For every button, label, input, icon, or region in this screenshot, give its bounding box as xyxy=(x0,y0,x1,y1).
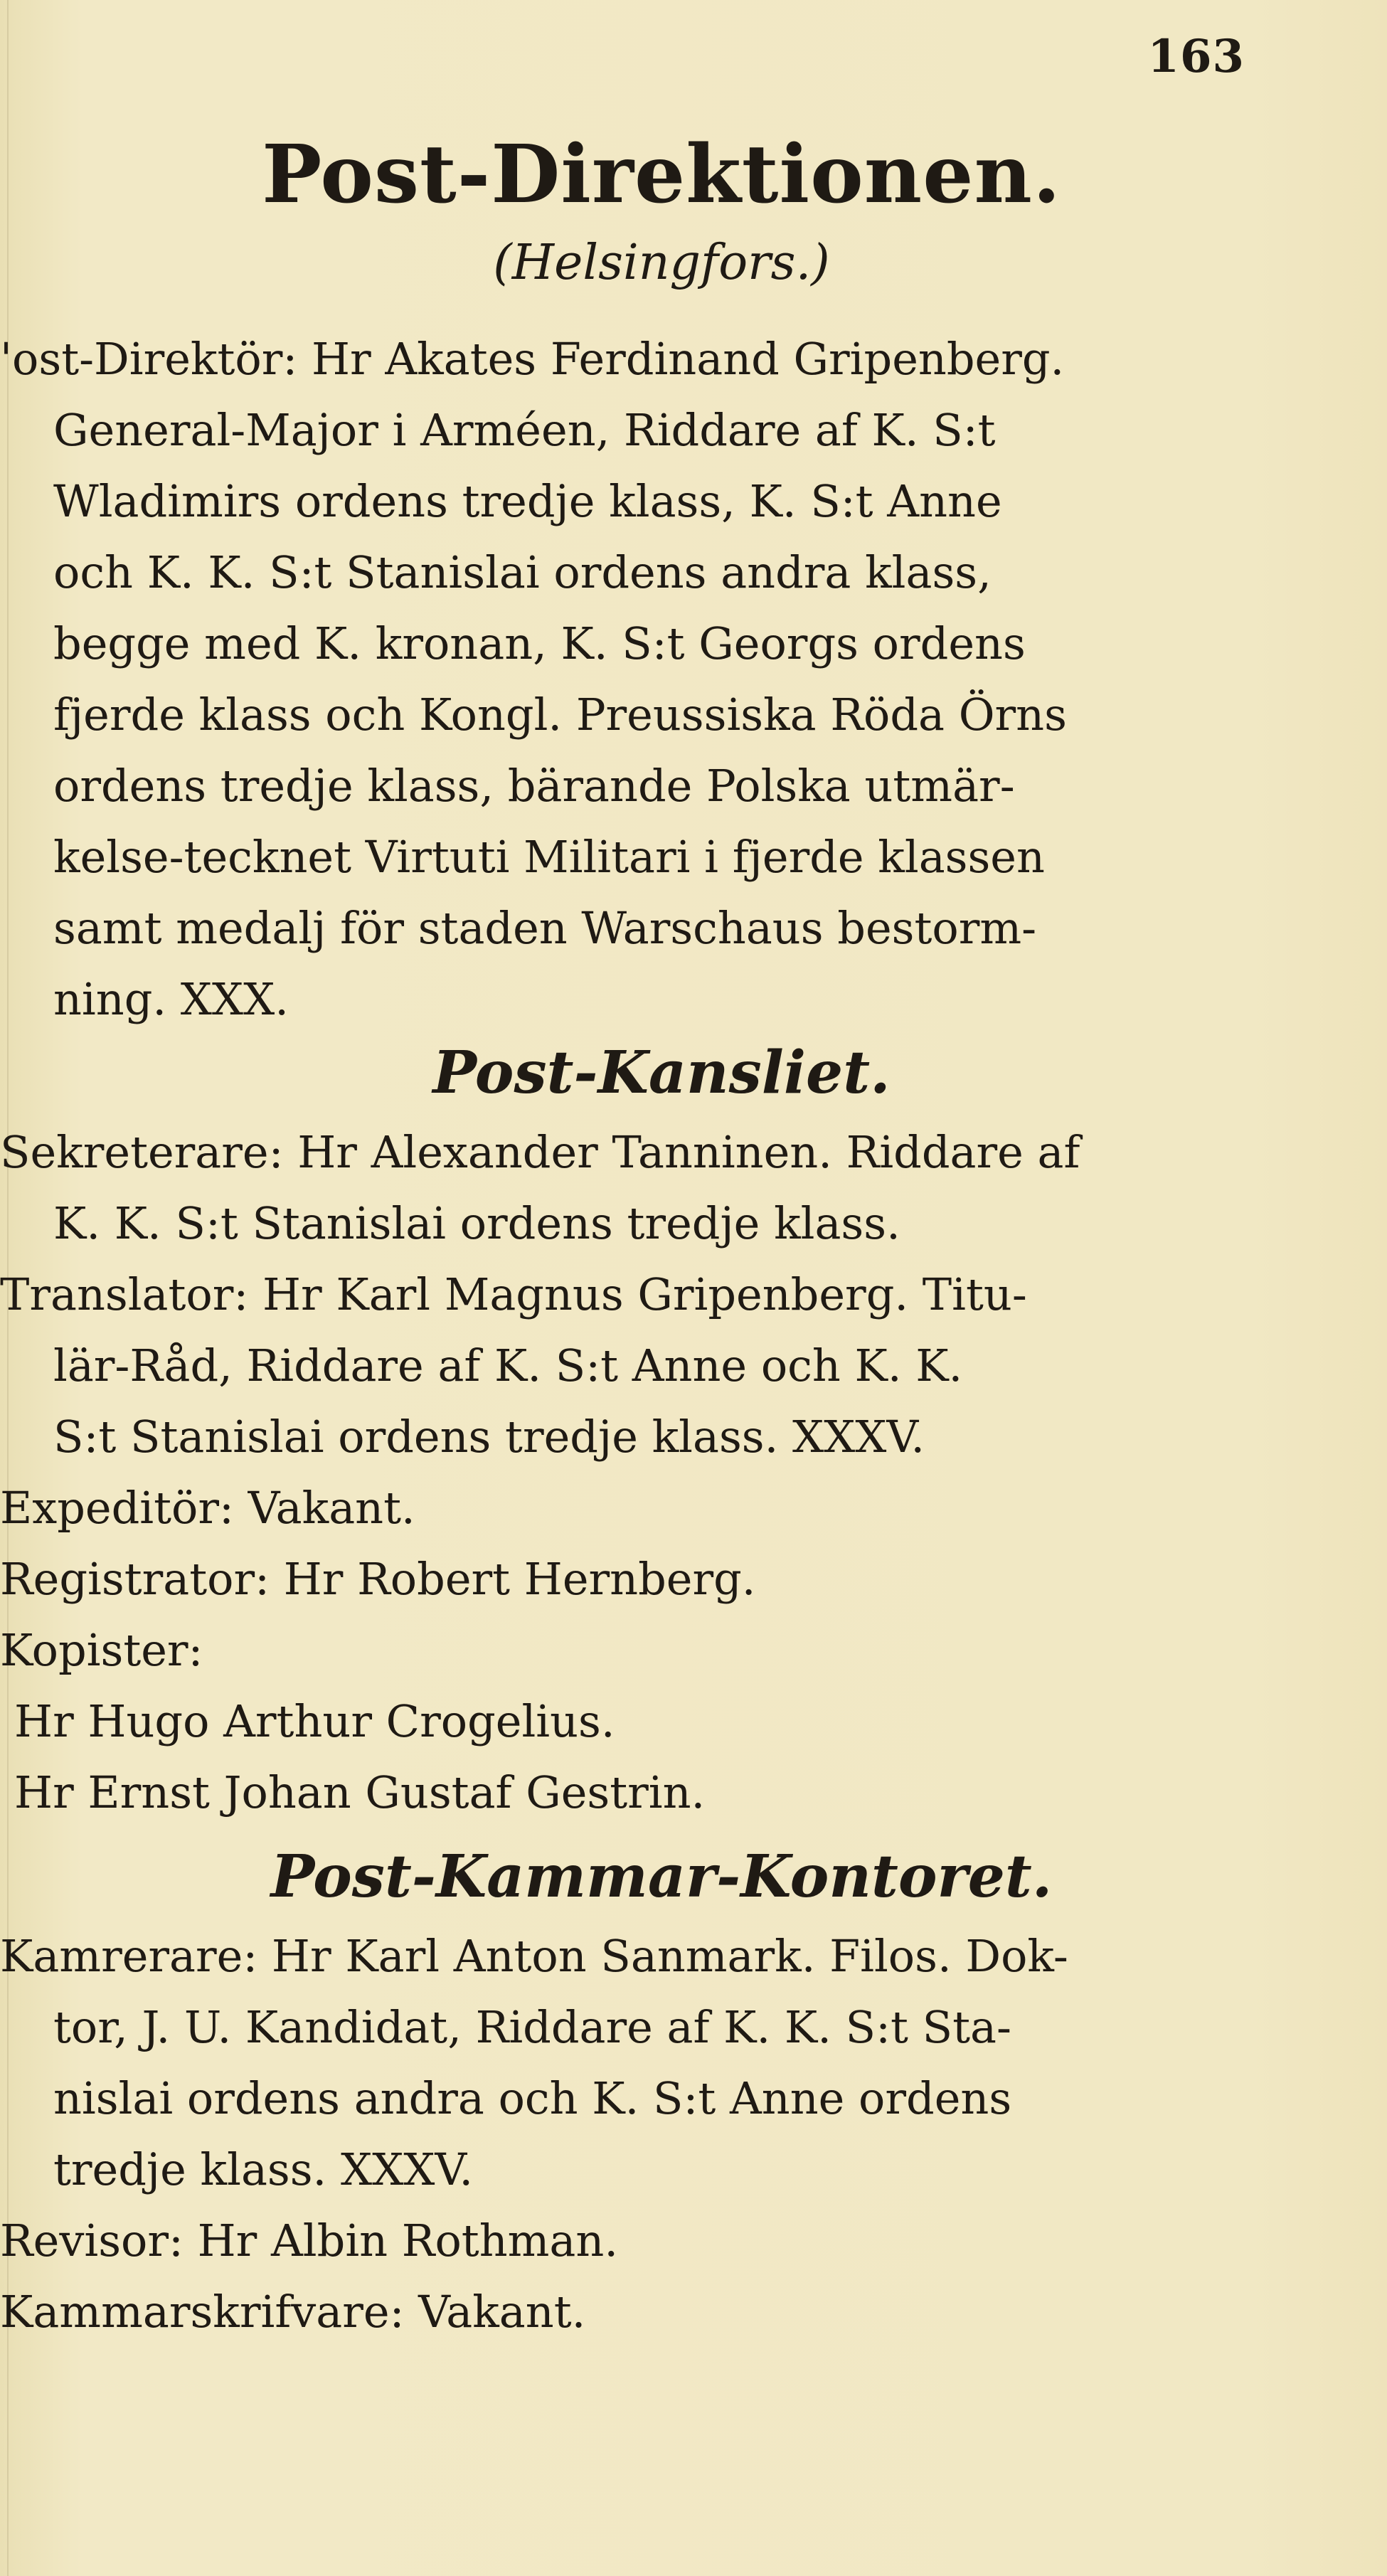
text-line: Registrator: Hr Robert Hernberg. xyxy=(0,1553,756,1605)
text-line: Kopister: xyxy=(0,1624,203,1676)
text-line: Revisor: Hr Albin Rothman. xyxy=(0,2215,619,2267)
entry-post-direktor xyxy=(0,324,1316,1035)
page-title: Post-Direktionen. xyxy=(262,128,1061,221)
page-subtitle: (Helsingfors.) xyxy=(493,235,830,291)
text-line: Hr Ernst Johan Gustaf Gestrin. xyxy=(14,1766,706,1818)
page-number: 163 xyxy=(1147,30,1245,83)
text-line: begge med K. kronan, K. S:t Georgs ordens xyxy=(53,618,1026,669)
text-line: nislai ordens andra och K. S:t Anne ordens xyxy=(53,2072,1012,2124)
text-line: ordens tredje klass, bärande Polska utmär- xyxy=(53,760,1015,812)
text-line: Expeditör: Vakant. xyxy=(0,1482,415,1534)
section-heading-kansliet: Post-Kansliet. xyxy=(432,1039,891,1107)
text-line: Kamrerare: Hr Karl Anton Sanmark. Filos. Dok- xyxy=(0,1930,1068,1982)
entry-kansliet xyxy=(0,1117,1316,1828)
text-line: K. K. S:t Stanislai ordens tredje klass. xyxy=(53,1197,900,1249)
text-line: samt medalj för staden Warschaus bestorm- xyxy=(53,902,1037,954)
text-line: lär-Råd, Riddare af K. S:t Anne och K. K. xyxy=(53,1340,963,1392)
text-line: och K. K. S:t Stanislai ordens andra klass, xyxy=(53,546,992,598)
text-line: Hr Hugo Arthur Crogelius. xyxy=(14,1695,615,1747)
text-line: tredje klass. XXXV. xyxy=(53,2143,474,2195)
text-line: fjerde klass och Kongl. Preussiska Röda Örns xyxy=(53,689,1067,741)
text-line: Translator: Hr Karl Magnus Gripenberg. Titu- xyxy=(0,1268,1027,1320)
text-line: General-Major i Arméen, Riddare af K. S:t xyxy=(53,404,996,456)
text-line: ning. XXX. xyxy=(53,973,289,1025)
text-line: S:t Stanislai ordens tredje klass. XXXV. xyxy=(53,1411,925,1463)
text-line: Sekreterare: Hr Alexander Tanninen. Riddare af xyxy=(0,1126,1080,1178)
entry-kammar-kontoret xyxy=(0,1921,1316,2348)
text-line: tor, J. U. Kandidat, Riddare af K. K. S:t Sta- xyxy=(53,2001,1011,2053)
text-line: 'ost-Direktör: Hr Akates Ferdinand Gripenberg. xyxy=(0,333,1065,385)
text-line: Kammarskrifvare: Vakant. xyxy=(0,2286,586,2338)
section-heading-kammar-kontoret: Post-Kammar-Kontoret. xyxy=(270,1843,1053,1911)
text-line: kelse-tecknet Virtuti Militari i fjerde klassen xyxy=(53,831,1045,883)
text-line: Wladimirs ordens tredje klass, K. S:t Anne xyxy=(53,475,1002,527)
